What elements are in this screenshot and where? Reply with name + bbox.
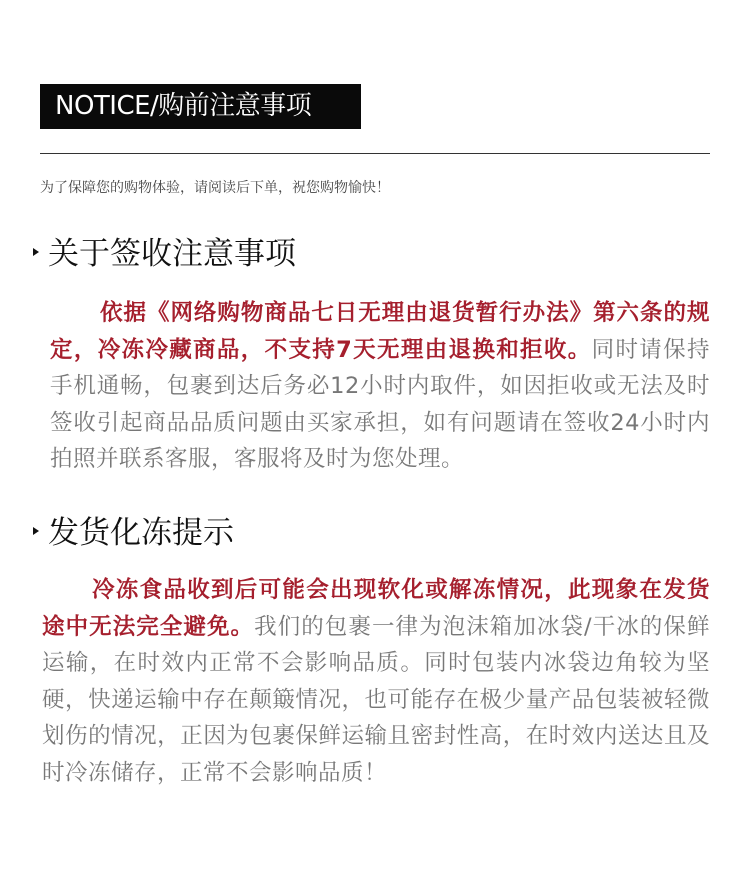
section-heading-text: 关于签收注意事项 xyxy=(48,236,296,272)
triangle-right-icon xyxy=(33,248,39,256)
header-divider xyxy=(40,153,710,154)
receipt-notice-paragraph xyxy=(50,295,710,478)
receipt-body-text: 同时请保持手机通畅，包裹到达后务必12小时内取件，如因拒收或无法及时签收引起商品品质问题由买家承担，如有问题请在签收24小时内拍照并联系客服，客服将及时为您处理。 xyxy=(50,336,710,472)
receipt-highlight-text: 依据《网络购物商品七日无理由退货暂行办法》第六条的规定，冷冻冷藏商品，不支持7天无理由退换和拒收。 xyxy=(50,300,710,363)
section-heading-receipt xyxy=(28,232,708,276)
thaw-notice-paragraph xyxy=(42,572,710,791)
thaw-highlight-text: 冷冻食品收到后可能会出现软化或解冻情况，此现象在发货途中无法完全避免。 xyxy=(42,577,710,640)
triangle-right-icon xyxy=(33,527,39,535)
section-heading-text: 发货化冻提示 xyxy=(48,515,234,551)
thaw-body-text: 我们的包裹一律为泡沫箱加冰袋/干冰的保鲜运输，在时效内正常不会影响品质。同时包装内冰袋边角较为坚硬，快递运输中存在颠簸情况，也可能存在极少量产品包装被轻微划伤的情况，正因为包裹保鲜运输且密封性高，在时效内送达且及时冷冻储存，正常不会影响品质！ xyxy=(42,613,710,786)
notice-subtitle: 为了保障您的购物体验，请阅读后下单，祝您购物愉快！ xyxy=(40,180,390,196)
notice-title: NOTICE/购前注意事项 xyxy=(40,84,361,129)
section-heading-thaw xyxy=(28,511,708,555)
